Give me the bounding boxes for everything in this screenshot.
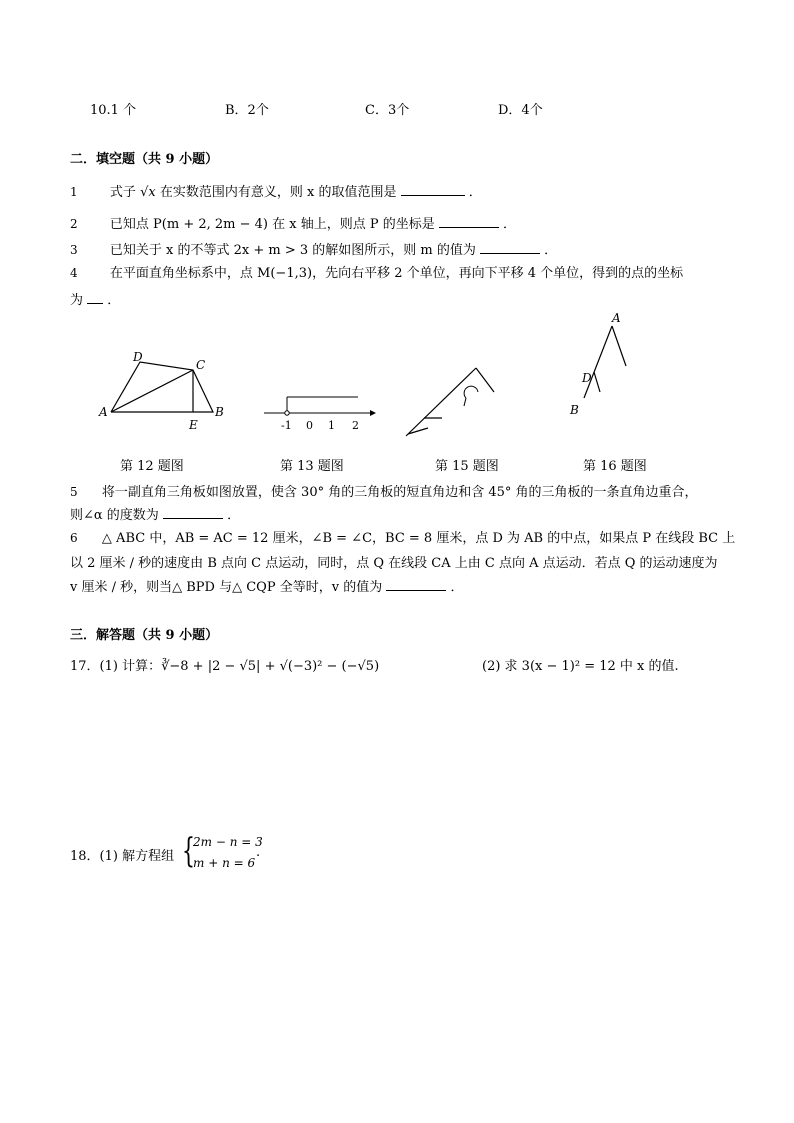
q16-text1: △ ABC 中，AB = AC = 12 厘米，∠B = ∠C，BC = 8 厘米，点 D 为 AB 的中点，如果点 P 在线段 BC 上 — [101, 531, 736, 546]
q14-end: ． — [107, 293, 121, 308]
q11-text-after: 在实数范围内有意义，则 x 的取值范围是 — [159, 185, 397, 200]
fig16-label-a: A — [612, 311, 621, 325]
q12-end: ． — [503, 217, 517, 232]
fig12-label-b: B — [215, 405, 224, 419]
q13 — [70, 239, 557, 258]
q12-text: 已知点 P(m + 2, 2m − 4) 在 x 轴上，则点 P 的坐标是 — [109, 217, 435, 232]
q16-text2: 以 2 厘米 / 秒的速度由 B 点向 C 点运动，同时，点 Q 在线段 CA 上由 C 点向 A 点运动．若点 Q 的运动速度为 — [70, 556, 718, 571]
figure-16 — [566, 310, 646, 420]
q10-option-b: B．2个 — [225, 103, 269, 118]
fig16-caption: 第 16 题图 — [583, 459, 647, 474]
fig12-label-a: A — [99, 405, 108, 419]
fig12-label-c: C — [196, 358, 206, 372]
fig13-arrow — [370, 410, 376, 416]
figure-12 — [95, 348, 235, 433]
q18-end: . — [256, 845, 261, 860]
q15-text: 将一副直角三角板如图放置，使含 30° 角的三角板的短直角边和含 45° 角的三角板的一条直角边重合， — [101, 485, 698, 500]
q15-line1 — [70, 481, 698, 500]
q14-line2 — [70, 289, 120, 308]
q18-eq1: 2m − n = 3 — [193, 835, 263, 849]
q10-option-c: C．3个 — [365, 103, 410, 118]
fig15-angle-arc — [464, 386, 478, 398]
q10-option-d: D．4个 — [498, 103, 543, 118]
q15-line2 — [70, 504, 240, 523]
q11-end: ． — [468, 185, 482, 200]
q15-text2: 则∠α 的度数为 — [70, 508, 159, 523]
q12-answer-blank[interactable] — [439, 214, 499, 228]
q16-answer-blank[interactable] — [386, 577, 446, 591]
fig13-tick-1: 1 — [328, 419, 335, 432]
q11-text-before: 式子 — [109, 185, 136, 200]
q14-text2: 为 — [70, 293, 84, 308]
q16-number: 6 — [70, 531, 78, 545]
figure-13 — [262, 390, 382, 435]
q11-number: 1 — [70, 185, 78, 199]
q13-answer-blank[interactable] — [480, 240, 540, 254]
q14-text: 在平面直角坐标系中，点 M(−1,3)，先向右平移 2 个单位，再向下平移 4 个单位，得到的点的坐标 — [109, 266, 684, 281]
q17-part2: (2) 求 3(x − 1)² = 12 中 x 的值. — [482, 659, 679, 674]
fig13-tick-2: 2 — [352, 419, 359, 432]
q11-sqrt: √x — [140, 185, 156, 200]
q13-number: 3 — [70, 243, 78, 257]
q10-option-a: 10.1 个 — [90, 103, 137, 118]
fig13-caption: 第 13 题图 — [280, 459, 344, 474]
fig12-label-d: D — [133, 350, 143, 364]
q13-end: ． — [544, 243, 558, 258]
q12-number: 2 — [70, 217, 78, 231]
fig16-label-d: D — [582, 371, 592, 385]
fig16-label-b: B — [570, 403, 579, 417]
fig13-tick-0: 0 — [306, 419, 313, 432]
q14-answer-blank[interactable] — [87, 290, 103, 304]
q15-end: ． — [227, 508, 241, 523]
figure-15 — [400, 362, 500, 442]
q18-eq2: m + n = 6 — [193, 856, 256, 870]
q18-brace: { — [182, 831, 195, 871]
q11-answer-blank[interactable] — [401, 182, 465, 196]
q11 — [70, 181, 482, 200]
section-2-title: 二．填空题（共 9 小题） — [70, 152, 219, 167]
section-3-title: 三．解答题（共 9 小题） — [70, 628, 219, 643]
q16-end: ． — [450, 580, 464, 595]
q12 — [70, 213, 516, 232]
q16-line1 — [70, 527, 735, 546]
fig15-caption: 第 15 题图 — [435, 459, 499, 474]
fig13-open-point — [285, 411, 289, 415]
q16-line2 — [70, 552, 718, 571]
fig13-tick-neg1: -1 — [281, 419, 292, 432]
q14-line1 — [70, 262, 683, 281]
fig12-label-e: E — [189, 418, 198, 432]
q16-line3 — [70, 576, 464, 595]
q13-text: 已知关于 x 的不等式 2x + m > 3 的解如图所示，则 m 的值为 — [109, 243, 476, 258]
q15-number: 5 — [70, 485, 78, 499]
q18-label: 18．(1) 解方程组 — [70, 849, 175, 864]
q17-part1: 17．(1) 计算：∛−8 + |2 − √5| + √(−3)² − (−√5) — [70, 659, 380, 674]
q15-answer-blank[interactable] — [163, 505, 223, 519]
q16-text3: v 厘米 / 秒，则当△ BPD 与△ CQP 全等时，v 的值为 — [70, 580, 383, 595]
fig12-caption: 第 12 题图 — [120, 459, 184, 474]
q14-number: 4 — [70, 266, 78, 280]
